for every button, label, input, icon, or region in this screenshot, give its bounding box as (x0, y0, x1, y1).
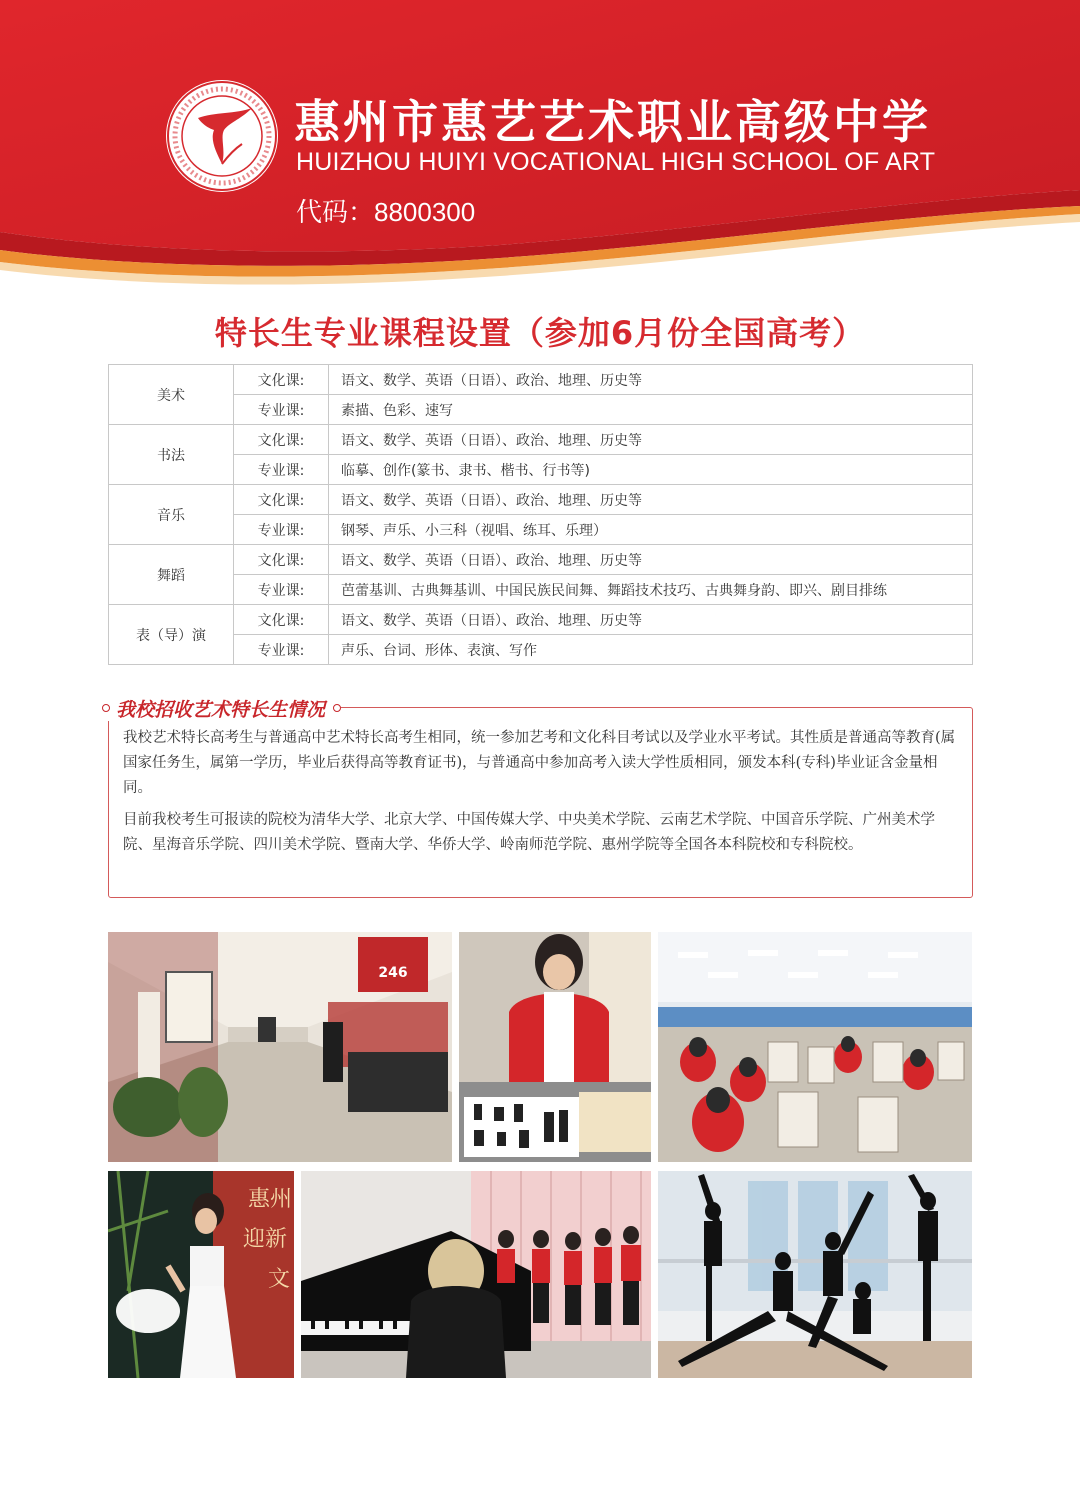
school-code: 代码：8800300 (296, 197, 476, 227)
course-type-cell: 专业课: (234, 455, 329, 485)
course-content-cell: 临摹、创作(篆书、隶书、楷书、行书等) (329, 455, 973, 485)
table-row (109, 545, 973, 575)
course-type-cell: 文化课: (234, 365, 329, 395)
table-row (109, 515, 973, 545)
table-row (109, 395, 973, 425)
photo-art-studio (658, 932, 972, 1162)
table-row (109, 485, 973, 515)
major-cell: 舞蹈 (109, 545, 234, 605)
course-content-cell: 语文、数学、英语（日语）、政治、地理、历史等 (329, 425, 973, 455)
photo-stage-fan-dance (108, 1171, 294, 1378)
course-type-cell: 文化课: (234, 605, 329, 635)
major-cell: 表（导）演 (109, 605, 234, 665)
course-type-cell: 专业课: (234, 575, 329, 605)
photo-dance-studio (658, 1171, 972, 1378)
course-content-cell: 语文、数学、英语（日语）、政治、地理、历史等 (329, 605, 973, 635)
major-cell: 音乐 (109, 485, 234, 545)
photo-calligraphy-student (459, 932, 651, 1162)
admission-title: 我校招收艺术特长生情况 (116, 698, 326, 721)
stage-backdrop-text: 惠州 (248, 1187, 293, 1212)
course-type-cell: 文化课: (234, 425, 329, 455)
stage-backdrop-text: 迎新 (243, 1227, 288, 1252)
admission-title-wrap (100, 695, 341, 721)
course-type-cell: 专业课: (234, 635, 329, 665)
course-type-cell: 专业课: (234, 395, 329, 425)
header-banner (0, 0, 1080, 300)
poster-number: 246 (378, 965, 408, 981)
title-dot-icon (333, 704, 341, 712)
table-row (109, 455, 973, 485)
course-content-cell: 素描、色彩、速写 (329, 395, 973, 425)
course-content-cell: 声乐、台词、形体、表演、写作 (329, 635, 973, 665)
course-type-cell: 文化课: (234, 485, 329, 515)
course-content-cell: 语文、数学、英语（日语）、政治、地理、历史等 (329, 485, 973, 515)
course-content-cell: 芭蕾基训、古典舞基训、中国民族民间舞、舞蹈技术技巧、古典舞身韵、即兴、剧目排练 (329, 575, 973, 605)
photo-corridor-gallery (108, 932, 452, 1162)
admission-paragraph-2: 目前我校考生可报读的院校为清华大学、北京大学、中国传媒大学、中央美术学院、云南艺术学院、中国音乐学院、广州美术学院、星海音乐学院、四川美术学院、暨南大学、华侨大学、岭南师范学院、惠州学院等全国各本科院校和专科院校。 (123, 812, 935, 853)
table-row (109, 575, 973, 605)
course-content-cell: 钢琴、声乐、小三科（视唱、练耳、乐理） (329, 515, 973, 545)
course-content-cell: 语文、数学、英语（日语）、政治、地理、历史等 (329, 365, 973, 395)
stage-backdrop-text: 文 (268, 1267, 291, 1292)
courses-title: 特长生专业课程设置（参加6月份全国高考） (214, 314, 866, 352)
table-row (109, 605, 973, 635)
course-content-cell: 语文、数学、英语（日语）、政治、地理、历史等 (329, 545, 973, 575)
course-table (108, 364, 973, 665)
table-row (109, 365, 973, 395)
table-row (109, 635, 973, 665)
major-cell: 书法 (109, 425, 234, 485)
table-row (109, 425, 973, 455)
school-name-en: HUIZHOU HUIYI VOCATIONAL HIGH SCHOOL OF ART (296, 148, 936, 176)
photo-piano-singing (301, 1171, 651, 1378)
school-logo (164, 78, 280, 194)
school-name-cn: 惠州市惠艺艺术职业高级中学 (294, 95, 931, 149)
major-cell: 美术 (109, 365, 234, 425)
admission-paragraph-1: 我校艺术特长高考生与普通高中艺术特长高考生相同，统一参加艺考和文化科目考试以及学业水平考试。其性质是普通高等教育(属国家任务生，属第一学历，毕业后获得高等教育证书)，与普通高中参加高考入读大学性质相同，颁发本科(专科)毕业证含金量相同。 (123, 730, 956, 796)
course-type-cell: 专业课: (234, 515, 329, 545)
course-type-cell: 文化课: (234, 545, 329, 575)
title-dot-icon (102, 704, 110, 712)
